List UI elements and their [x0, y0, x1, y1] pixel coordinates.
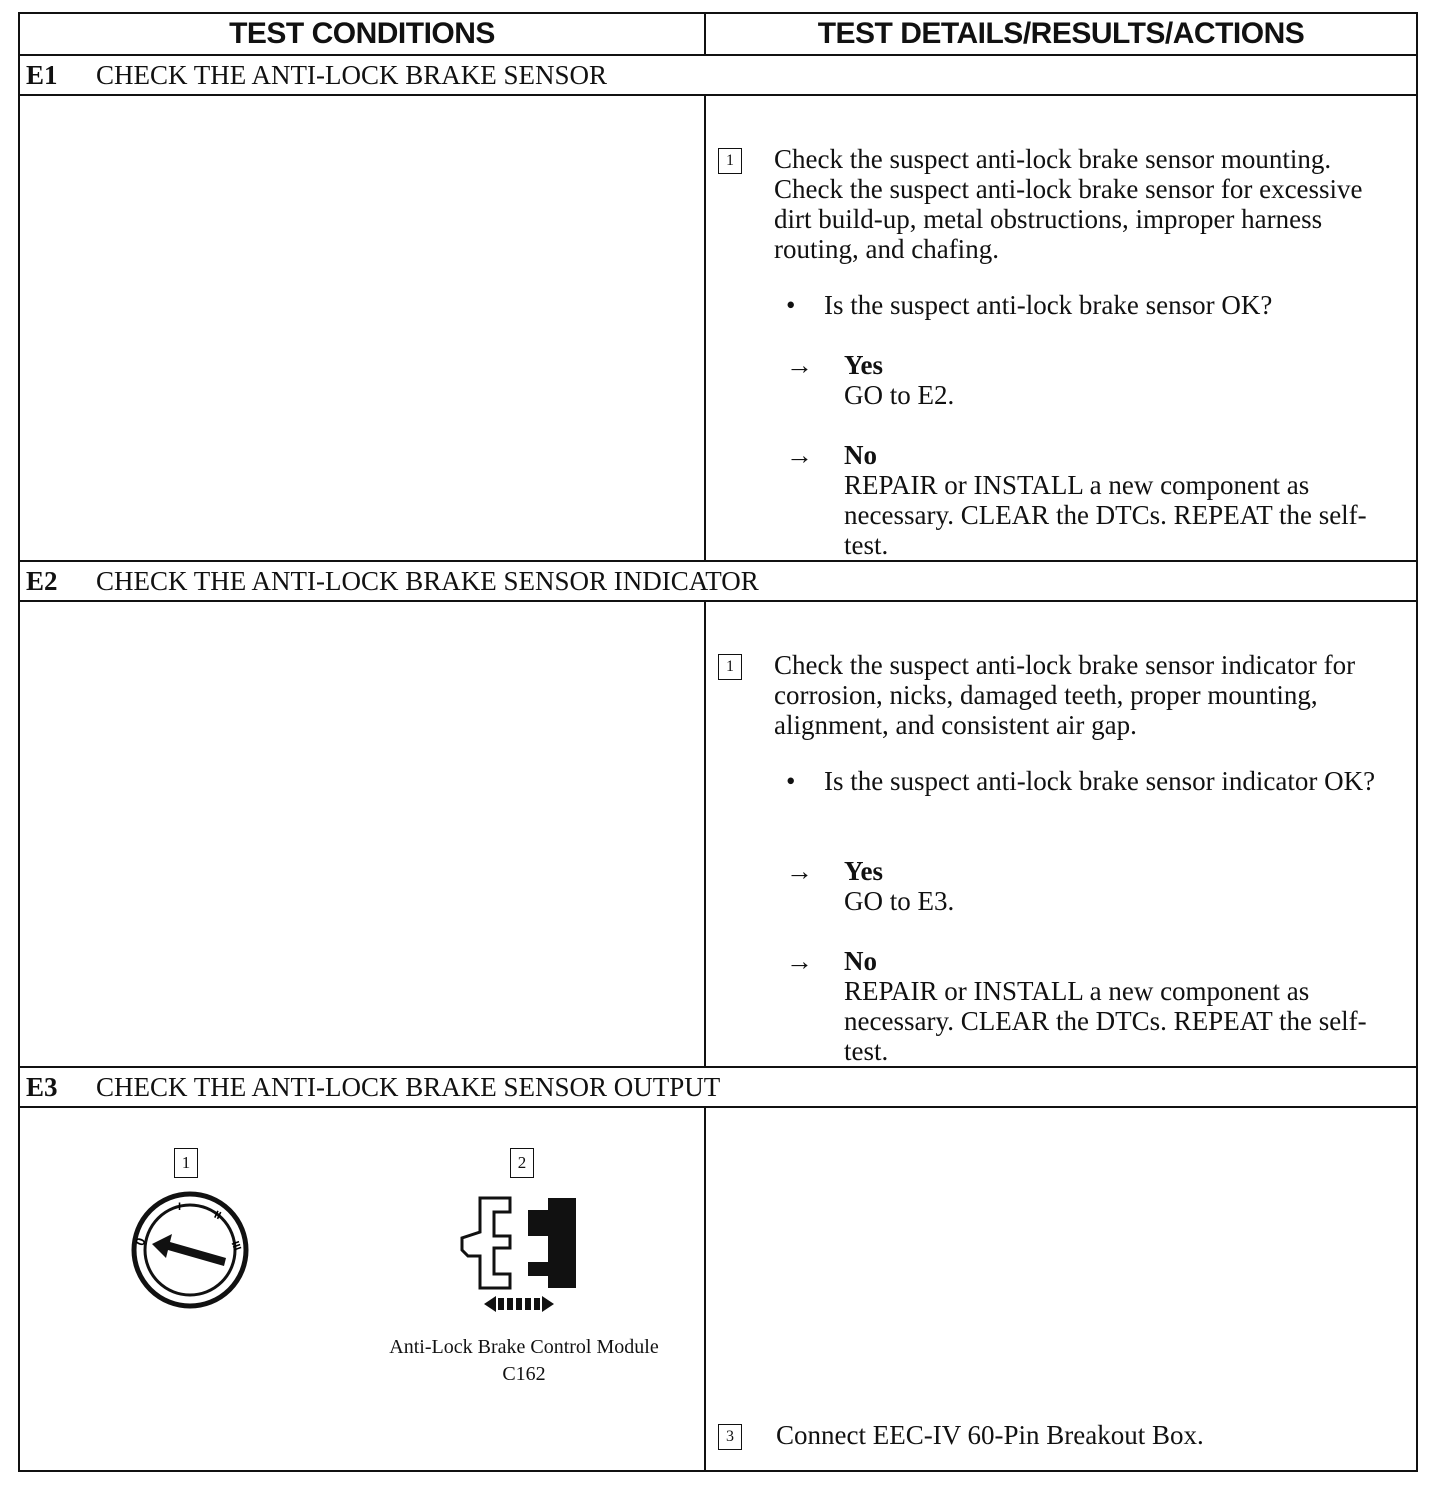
e3-details-cell: [705, 1107, 1417, 1471]
section-title: CHECK THE ANTI-LOCK BRAKE SENSOR OUTPUT: [96, 1071, 721, 1102]
step-number-box: 1: [718, 654, 742, 680]
step-number-box: 1: [718, 148, 742, 174]
header-test-conditions: TEST CONDITIONS: [19, 13, 705, 55]
figure-2-caption: [354, 1334, 694, 1388]
section-id: E1: [26, 59, 58, 90]
yes-action: GO to E2.: [844, 380, 955, 410]
svg-text:II: II: [212, 1208, 223, 1223]
e1-details-cell: [705, 95, 1417, 561]
svg-text:0: 0: [131, 1235, 149, 1248]
svg-text:I: I: [178, 1201, 182, 1213]
header-test-details: TEST DETAILS/RESULTS/ACTIONS: [705, 13, 1417, 55]
e3-test-conditions-cell: [19, 1107, 705, 1471]
section-e2-body-row: [19, 601, 1417, 1067]
no-label: No: [844, 946, 877, 976]
section-e3-title-row: [19, 1067, 1417, 1107]
e2-test-conditions-cell: [19, 601, 705, 1067]
section-e3-body-row: [19, 1107, 1417, 1471]
question-text: Is the suspect anti-lock brake sensor OK?: [824, 290, 1273, 320]
figure-2-number-box: 2: [510, 1148, 534, 1178]
section-title: CHECK THE ANTI-LOCK BRAKE SENSOR: [96, 59, 608, 90]
section-id: E2: [26, 565, 58, 596]
caption-line-1: Anti-Lock Brake Control Module: [389, 1336, 659, 1358]
arrow-right-icon: →: [786, 350, 813, 380]
section-title: CHECK THE ANTI-LOCK BRAKE SENSOR INDICATOR: [96, 565, 759, 596]
figure-1-number-box: 1: [174, 1148, 198, 1178]
step-number-box: 3: [718, 1424, 742, 1450]
step-text: Check the suspect anti-lock brake sensor mounting. Check the suspect anti-lock brake sensor for excessive dirt build-up, metal obstructions, improper harness routing, and chafing.: [774, 144, 1363, 264]
caption-line-2: C162: [502, 1363, 546, 1385]
yes-label: Yes: [844, 856, 883, 886]
section-id: E3: [26, 1071, 58, 1102]
section-e1-body-row: [19, 95, 1417, 561]
no-action: REPAIR or INSTALL a new component as necessary. CLEAR the DTCs. REPEAT the self-test.: [844, 470, 1367, 560]
arrow-right-icon: →: [786, 856, 813, 886]
section-e1-title-row: [19, 55, 1417, 95]
yes-action: GO to E3.: [844, 886, 955, 916]
no-action: REPAIR or INSTALL a new component as necessary. CLEAR the DTCs. REPEAT the self-test.: [844, 976, 1367, 1066]
diagnostic-table: [18, 12, 1418, 1472]
section-e2-title-row: [19, 561, 1417, 601]
step-text: Connect EEC-IV 60-Pin Breakout Box.: [776, 1420, 1204, 1450]
arrow-right-icon: →: [786, 440, 813, 470]
bullet-icon: •: [786, 290, 796, 320]
arrow-right-icon: →: [786, 946, 813, 976]
no-label: No: [844, 440, 877, 470]
question-text: Is the suspect anti-lock brake sensor indicator OK?: [824, 766, 1376, 796]
ignition-switch-icon: [128, 1188, 252, 1312]
connector-icon: [452, 1192, 592, 1332]
svg-text:III: III: [228, 1239, 244, 1253]
diagnostic-table-page: [18, 12, 1416, 1472]
e1-test-conditions-cell: [19, 95, 705, 561]
yes-label: Yes: [844, 350, 883, 380]
step-text: Check the suspect anti-lock brake sensor indicator for corrosion, nicks, damaged teeth, proper mounting, alignment, and consistent air gap.: [774, 650, 1356, 740]
table-header-row: [19, 13, 1417, 55]
bullet-icon: •: [786, 766, 796, 796]
e2-details-cell: [705, 601, 1417, 1067]
